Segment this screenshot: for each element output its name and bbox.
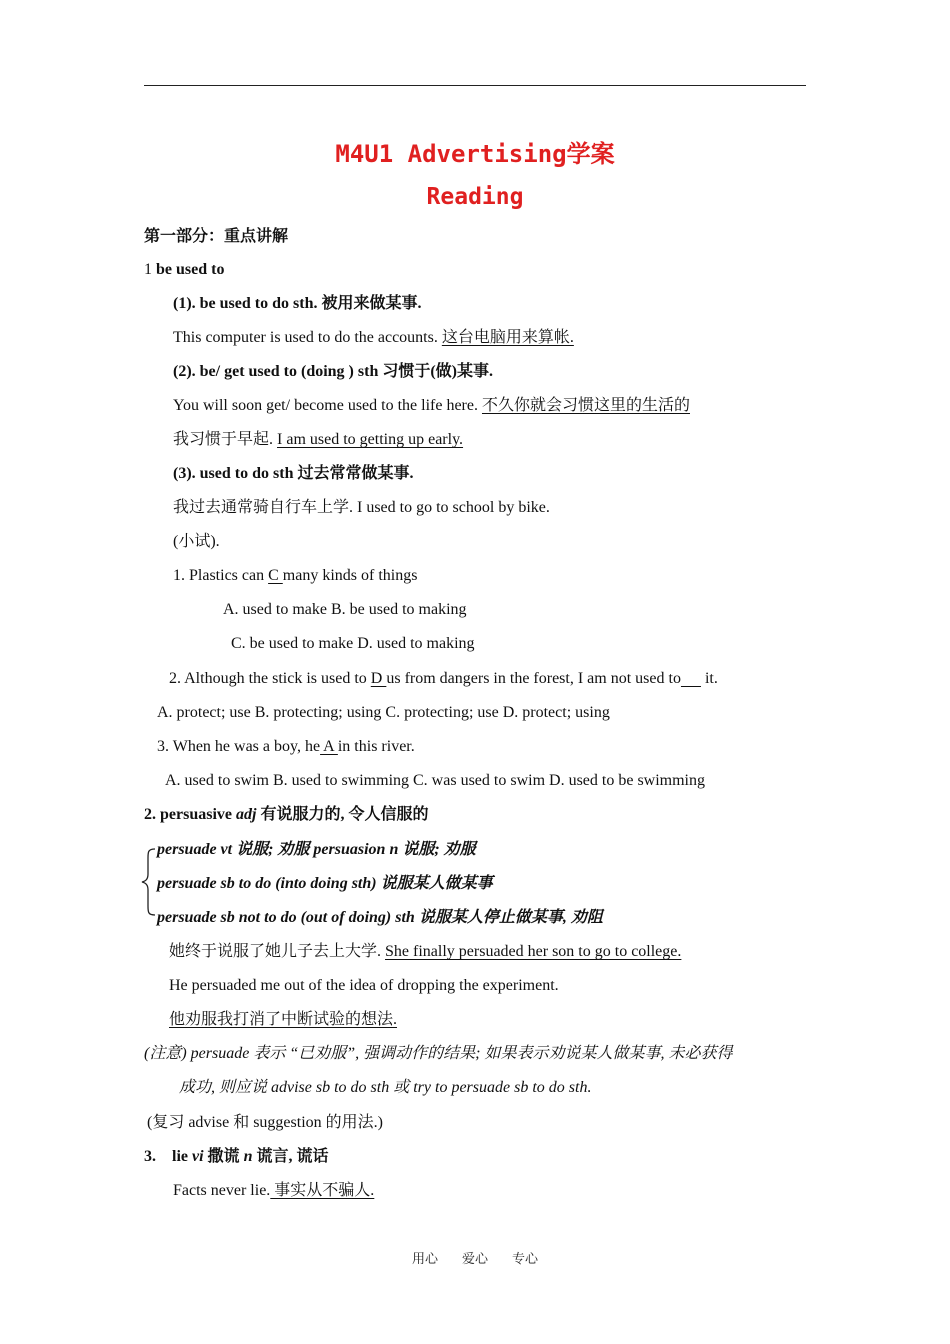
example-translation: She finally persuaded her son to go to college. [385,943,682,960]
item2-example2-translation: 他劝服我打消了中断试验的想法. [169,1011,398,1028]
item1-heading [144,259,224,281]
example-chinese: 我习惯于早起. [173,431,278,448]
page-footer [0,1248,950,1267]
example-english: This computer is used to do the accounts. [173,329,442,346]
part-of-speech: adj [236,806,257,823]
item3-term: lie [172,1148,192,1165]
question-text: 2. Although the stick is used to [169,670,371,687]
document-title: M4U1 Advertising学案 [335,140,615,168]
item2-example1 [169,941,681,963]
quiz-question-2-options: A. protect; use B. protecting; using C. protecting; use D. protect; using [157,704,610,721]
document-subtitle: Reading [426,184,524,210]
part-of-speech: vi [192,1148,204,1165]
item2-usage-2: persuade sb to do (into doing sth) 说服某人做某事 [157,875,493,892]
footer-word: 专心 [512,1251,539,1266]
example-english: You will soon get/ become used to the life here. [173,397,482,414]
example-translation: 事实从不骗人. [270,1182,375,1199]
item2-meaning: 有说服力的, 令人信服的 [256,806,429,823]
quiz-question-1-options-c-d: C. be used to make D. used to making [231,635,475,652]
example-english: Facts never lie. [173,1182,271,1199]
item3-heading [144,1146,328,1168]
item3-number: 3. [144,1148,172,1165]
header-rule [144,85,806,86]
question-text: us from dangers in the forest, I am not used to [386,670,681,687]
item2-usage-3: persuade sb not to do (out of doing) sth 说服某人停止做某事, 劝阻 [157,909,603,926]
item2-term: 2. persuasive [144,806,236,823]
item1-sub1: (1). be used to do sth. 被用来做某事. [173,295,422,312]
item1-example2 [173,395,690,417]
item1-example3 [173,429,463,451]
curly-brace-icon [140,848,158,916]
empty-blank [681,670,701,687]
note-line-1: (注意) persuade 表示 “已劝服”, 强调动作的结果; 如果表示劝说某人做某事, 未必获得 [144,1045,733,1062]
quiz-question-1 [173,565,417,587]
section-heading: 第一部分：重点讲解 [144,228,289,245]
item2-example2-english: He persuaded me out of the idea of dropping the experiment. [169,977,559,994]
quiz-question-2 [169,668,718,690]
item1-term: be used to [156,261,225,278]
item3-meaning: 撒谎 [203,1148,244,1165]
answer-blank: C [268,567,283,584]
example-translation: 不久你就会习惯这里的生活的 [481,397,690,414]
example-translation: I am used to getting up early. [277,431,464,448]
item3-example [173,1180,374,1202]
item1-number: 1 [144,261,156,278]
question-text: 3. When he was a boy, he [157,738,321,755]
item1-sub3: (3). used to do sth 过去常常做某事. [173,465,414,482]
question-text: it. [700,670,718,687]
note-line-2: 成功, 则应说 advise sb to do sth 或 try to persuade sb to do sth. [179,1079,592,1096]
item2-usage-1: persuade vt 说服; 劝服 persuasion n 说服; 劝服 [157,841,476,858]
part-of-speech: n [243,1148,253,1165]
answer-blank: D [370,670,387,687]
example-translation: 这台电脑用来算帐. [441,329,574,346]
quiz-question-3-options: A. used to swim B. used to swimming C. was used to swim D. used to be swimming [165,772,705,789]
item1-example1 [173,327,574,349]
quiz-label: (小试). [173,533,220,550]
answer-blank: A [320,738,338,755]
question-text: many kinds of things [282,567,418,584]
item1-sub2: (2). be/ get used to (doing ) sth 习惯于(做)某事. [173,363,493,380]
quiz-question-1-options-a-b: A. used to make B. be used to making [223,601,467,618]
question-text: 1. Plastics can [173,567,269,584]
review-note: (复习 advise 和 suggestion 的用法.) [147,1114,383,1131]
item2-heading [144,804,428,826]
question-text: in this river. [337,738,415,755]
quiz-question-3 [157,736,415,758]
item3-meaning: 谎言, 谎话 [252,1148,329,1165]
example-chinese: 她终于说服了她儿子去上大学. [169,943,386,960]
footer-word: 用心 [411,1251,438,1266]
footer-word: 爱心 [461,1251,488,1266]
item1-example4: 我过去通常骑自行车上学. I used to go to school by bike. [173,499,550,516]
